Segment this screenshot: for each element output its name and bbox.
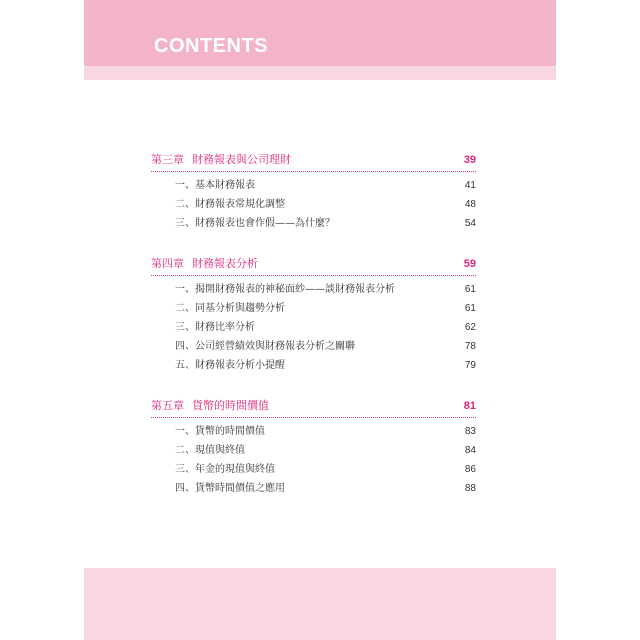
chapter-number: 第三章 [151, 153, 184, 166]
section-title: 三、財務報表也會作假——為什麼？ [175, 218, 335, 229]
toc-section-row[interactable] [175, 195, 476, 214]
section-page-number: 86 [464, 464, 476, 475]
chapter-number: 第四章 [151, 257, 184, 270]
section-title: 二、現值與終值 [175, 445, 245, 456]
chapter-page-number: 59 [463, 258, 476, 270]
toc-section-row[interactable] [175, 460, 476, 479]
toc-section-row[interactable] [175, 356, 476, 375]
section-page-number: 84 [464, 445, 476, 456]
section-page-number: 61 [464, 303, 476, 314]
section-page-number: 88 [464, 483, 476, 494]
toc-chapter [151, 253, 476, 375]
toc-section-row[interactable] [175, 280, 476, 299]
toc-chapter [151, 395, 476, 498]
chapter-heading-row[interactable] [151, 149, 476, 172]
chapter-heading-row[interactable] [151, 253, 476, 276]
toc-section-row[interactable] [175, 422, 476, 441]
section-title: 一、揭開財務報表的神秘面紗——談財務報表分析 [175, 284, 395, 295]
chapter-page-number: 39 [463, 154, 476, 166]
section-title: 三、財務比率分析 [175, 322, 255, 333]
chapter-page-number: 81 [463, 400, 476, 412]
chapter-name: 財務報表與公司理財 [192, 153, 291, 166]
table-of-contents [151, 149, 476, 518]
section-title: 三、年金的現值與終值 [175, 464, 275, 475]
toc-section-row[interactable] [175, 337, 476, 356]
section-page-number: 48 [464, 199, 476, 210]
section-page-number: 78 [464, 341, 476, 352]
section-page-number: 54 [464, 218, 476, 229]
section-page-number: 79 [464, 360, 476, 371]
chapter-heading-row[interactable] [151, 395, 476, 418]
header-strip [84, 66, 556, 80]
chapter-name: 財務報表分析 [192, 257, 258, 270]
section-title: 四、貨幣時間價值之應用 [175, 483, 285, 494]
toc-chapter [151, 149, 476, 233]
chapter-title [151, 395, 269, 417]
toc-section-row[interactable] [175, 214, 476, 233]
section-title: 一、貨幣的時間價值 [175, 426, 265, 437]
section-page-number: 41 [464, 180, 476, 191]
section-title: 五、財務報表分析小提醒 [175, 360, 285, 371]
footer-band [84, 568, 556, 640]
chapter-name: 貨幣的時間價值 [192, 399, 269, 412]
toc-section-row[interactable] [175, 318, 476, 337]
section-title: 一、基本財務報表 [175, 180, 255, 191]
section-page-number: 83 [464, 426, 476, 437]
section-page-number: 61 [464, 284, 476, 295]
section-title: 四、公司經營績效與財務報表分析之關聯 [175, 341, 355, 352]
toc-section-row[interactable] [175, 176, 476, 195]
toc-section-row[interactable] [175, 299, 476, 318]
chapter-number: 第五章 [151, 399, 184, 412]
section-page-number: 62 [464, 322, 476, 333]
chapter-title [151, 149, 291, 171]
chapter-title [151, 253, 258, 275]
section-title: 二、財務報表常規化調整 [175, 199, 285, 210]
page-title: CONTENTS [154, 35, 268, 57]
toc-section-row[interactable] [175, 441, 476, 460]
toc-section-row[interactable] [175, 479, 476, 498]
section-title: 二、同基分析與趨勢分析 [175, 303, 285, 314]
